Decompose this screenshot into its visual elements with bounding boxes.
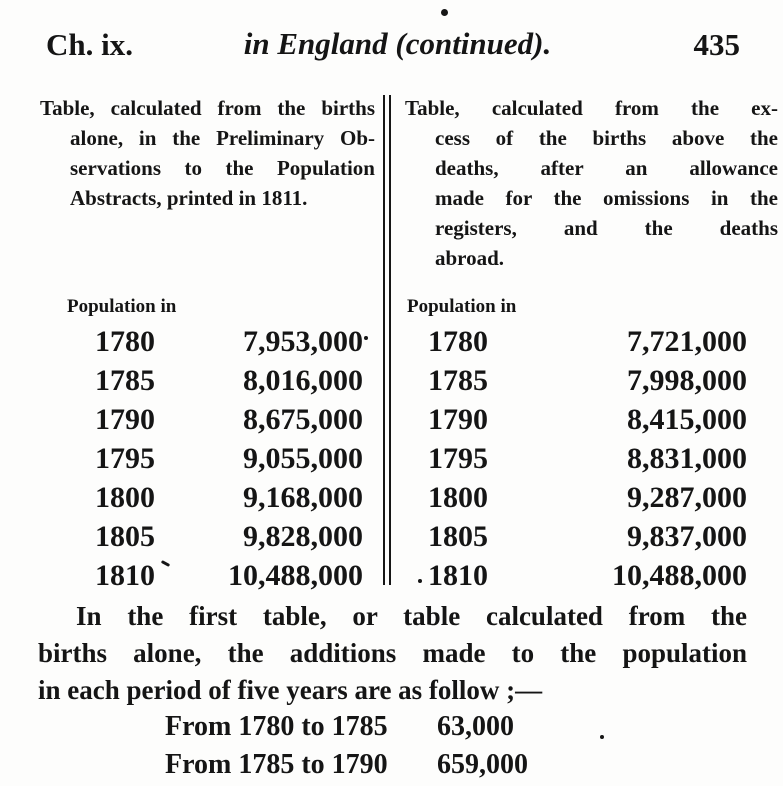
paragraph-line: in each period of five years are as follow ;—	[38, 675, 543, 705]
caption-line: cess of the births above the	[435, 126, 778, 150]
year-cell: 1790	[95, 403, 155, 436]
table-row	[405, 439, 778, 478]
additions-list	[165, 708, 528, 784]
value-cell: 9,287,000	[627, 481, 747, 514]
table-row	[405, 556, 778, 595]
year-cell: 1800	[428, 481, 488, 514]
year-cell: 1780	[95, 325, 155, 358]
addition-value: 63,000	[437, 711, 514, 742]
paragraph-line: births alone, the additions made to the population	[38, 638, 747, 668]
value-cell: 8,016,000	[243, 364, 363, 397]
left-table-caption	[40, 93, 375, 213]
list-item	[165, 708, 528, 746]
table-row	[40, 400, 375, 439]
caption-line: Table, calculated from the births	[40, 96, 375, 120]
year-cell: 1805	[95, 520, 155, 553]
caption-line: made for the omissions in the	[435, 186, 778, 210]
value-cell: 8,415,000	[627, 403, 747, 436]
table-row	[40, 556, 375, 595]
year-cell: 1795	[95, 442, 155, 475]
addition-range: From 1785 to 1790	[165, 749, 388, 780]
year-cell: 1810	[95, 559, 155, 592]
running-title: in England (continued).	[243, 26, 552, 61]
caption-line: registers, and the deaths	[435, 216, 778, 240]
table-row	[40, 517, 375, 556]
value-cell: 10,488,000	[612, 559, 747, 592]
ink-speckle	[441, 9, 448, 16]
value-cell: 7,998,000	[627, 364, 747, 397]
value-cell: 7,721,000	[627, 325, 747, 358]
table-row	[40, 439, 375, 478]
addition-value: 659,000	[437, 749, 528, 780]
caption-line: deaths, after an allowance	[435, 156, 778, 180]
table-row	[405, 322, 778, 361]
year-cell: 1795	[428, 442, 488, 475]
table-row	[40, 478, 375, 517]
caption-line: Table, calculated from the ex-	[405, 96, 778, 120]
list-item	[165, 746, 528, 784]
year-cell: 1785	[428, 364, 488, 397]
caption-line: servations to the Population	[70, 156, 375, 180]
caption-line: abroad.	[435, 246, 505, 270]
value-cell: 8,831,000	[627, 442, 747, 475]
year-cell: 1790	[428, 403, 488, 436]
value-cell: 9,055,000	[243, 442, 363, 475]
value-cell: 9,837,000	[627, 520, 747, 553]
chapter-label: Ch. ix.	[46, 27, 133, 62]
year-cell: 1800	[95, 481, 155, 514]
page-number: 435	[693, 27, 740, 62]
paragraph-line: In the first table, or table calculated from the	[76, 601, 747, 631]
year-cell: 1805	[428, 520, 488, 553]
year-cell: 1780	[428, 325, 488, 358]
value-cell: 8,675,000	[243, 403, 363, 436]
ink-speckle	[600, 735, 604, 739]
value-cell: 10,488,000	[228, 559, 363, 592]
right-table-caption	[405, 93, 778, 273]
right-population-table	[405, 322, 778, 595]
year-cell: 1810	[428, 559, 488, 592]
caption-line: alone, in the Preliminary Ob-	[70, 126, 375, 150]
table-row	[405, 517, 778, 556]
left-population-table	[40, 322, 375, 595]
body-paragraph	[38, 598, 747, 709]
column-divider-rule	[383, 95, 391, 585]
table-row	[40, 322, 375, 361]
left-table-header: Population in	[67, 296, 177, 317]
value-cell: 9,168,000	[243, 481, 363, 514]
value-cell: 9,828,000	[243, 520, 363, 553]
table-row	[405, 361, 778, 400]
table-row	[40, 361, 375, 400]
caption-line: Abstracts, printed in 1811.	[70, 186, 308, 210]
table-row	[405, 400, 778, 439]
year-cell: 1785	[95, 364, 155, 397]
value-cell: 7,953,000	[243, 325, 363, 358]
addition-range: From 1780 to 1785	[165, 711, 388, 742]
table-row	[405, 478, 778, 517]
right-table-header: Population in	[407, 296, 517, 317]
